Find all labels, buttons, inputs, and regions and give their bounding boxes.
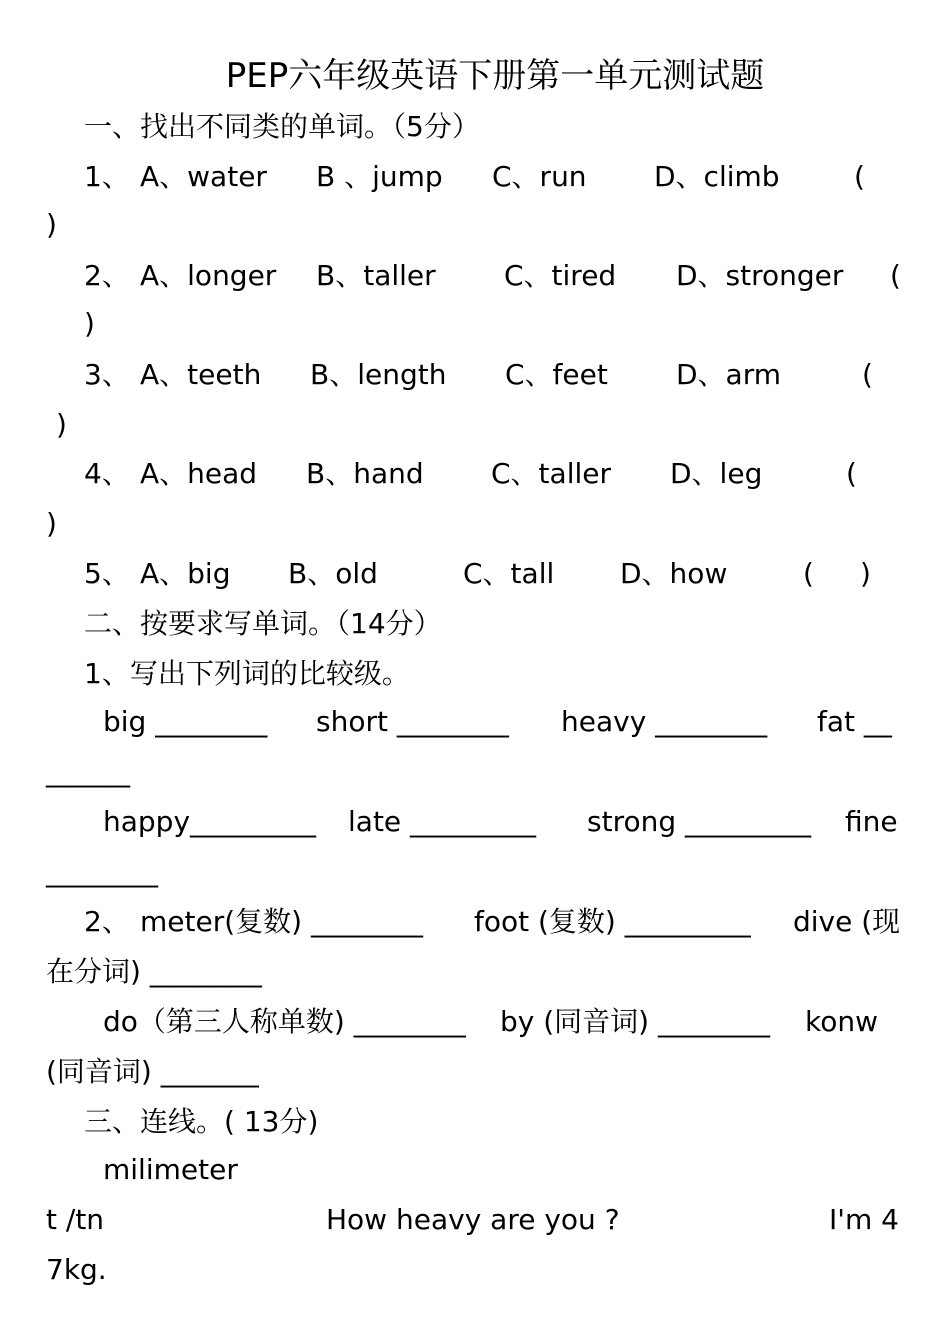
q3-option-d: D、arm <box>676 358 782 391</box>
match-question: How heavy are you ? <box>326 1203 620 1236</box>
comparative-late: late _________ <box>348 805 537 838</box>
q4-option-d: D、leg <box>670 457 763 490</box>
q3-option-b: B、length <box>310 358 447 391</box>
match-word-milimeter: milimeter <box>103 1153 238 1186</box>
section2-heading: 二、按要求写单词。（14分） <box>84 607 442 640</box>
comparative-fat: fat __ <box>817 705 892 738</box>
comparative-heavy: heavy ________ <box>561 705 768 738</box>
q5-option-d: D、how <box>620 557 728 590</box>
q1-num: 1、 <box>84 160 130 193</box>
q2-option-a: A、longer <box>140 259 277 292</box>
comparative-short: short ________ <box>316 705 509 738</box>
q5-answer-close: ) <box>860 557 871 590</box>
q2-answer-close: ) <box>84 307 95 340</box>
q1-option-c: C、run <box>492 160 587 193</box>
q4-num: 4、 <box>84 457 130 490</box>
q2-num: 2、 <box>84 259 130 292</box>
q2-option-b: B、taller <box>316 259 436 292</box>
page-title: PEP六年级英语下册第一单元测试题 <box>225 56 765 96</box>
meter-plural: meter(复数) ________ <box>140 905 423 938</box>
q4-option-c: C、taller <box>491 457 611 490</box>
q4-answer-open: ( <box>846 457 857 490</box>
comparative-big: big ________ <box>103 705 268 738</box>
q2-option-d: D、stronger <box>676 259 844 292</box>
konw-homophone: konw <box>805 1005 878 1038</box>
q5-option-a: A、big <box>140 557 231 590</box>
q3-answer-close: ) <box>56 408 67 441</box>
section2-part2-num: 2、 <box>84 905 130 938</box>
foot-plural: foot (复数) _________ <box>474 905 751 938</box>
q2-option-c: C、tired <box>504 259 617 292</box>
comparative-fine-cont: ________ <box>46 855 158 888</box>
comparative-happy: happy_________ <box>103 805 317 838</box>
q5-option-b: B、old <box>288 557 378 590</box>
q1-option-b: B 、jump <box>316 160 443 193</box>
section2-part1-heading: 1、写出下列词的比较级。 <box>84 657 410 690</box>
dive-participle-cont: 在分词) ________ <box>46 955 262 988</box>
q1-option-a: A、water <box>140 160 267 193</box>
q5-option-c: C、tall <box>463 557 555 590</box>
match-phonetic: t /tn <box>46 1203 105 1236</box>
section1-heading: 一、找出不同类的单词。（5分） <box>84 110 480 143</box>
q1-option-d: D、climb <box>654 160 780 193</box>
q5-num: 5、 <box>84 557 130 590</box>
q2-answer-open: ( <box>890 259 901 292</box>
q3-answer-open: ( <box>862 358 873 391</box>
q4-option-b: B、hand <box>306 457 424 490</box>
dive-participle: dive (现 <box>793 905 901 938</box>
q5-answer-open: ( <box>803 557 814 590</box>
q4-answer-close: ) <box>46 507 57 540</box>
q4-option-a: A、head <box>140 457 258 490</box>
match-answer: I'm 4 <box>829 1203 899 1236</box>
section3-heading: 三、连线。( 13分) <box>84 1105 319 1138</box>
comparative-strong: strong _________ <box>587 805 812 838</box>
by-homophone: by (同音词) ________ <box>500 1005 770 1038</box>
do-third-person: do（第三人称单数) ________ <box>103 1005 466 1038</box>
match-answer-cont: 7kg. <box>46 1253 107 1286</box>
q3-num: 3、 <box>84 358 130 391</box>
q3-option-c: C、feet <box>505 358 608 391</box>
q3-option-a: A、teeth <box>140 358 262 391</box>
q1-answer-close: ) <box>46 208 57 241</box>
comparative-fat-cont: ______ <box>46 755 130 788</box>
q1-answer-open: ( <box>854 160 865 193</box>
konw-homophone-cont: (同音词) _______ <box>46 1055 259 1088</box>
comparative-fine: fine <box>845 805 898 838</box>
